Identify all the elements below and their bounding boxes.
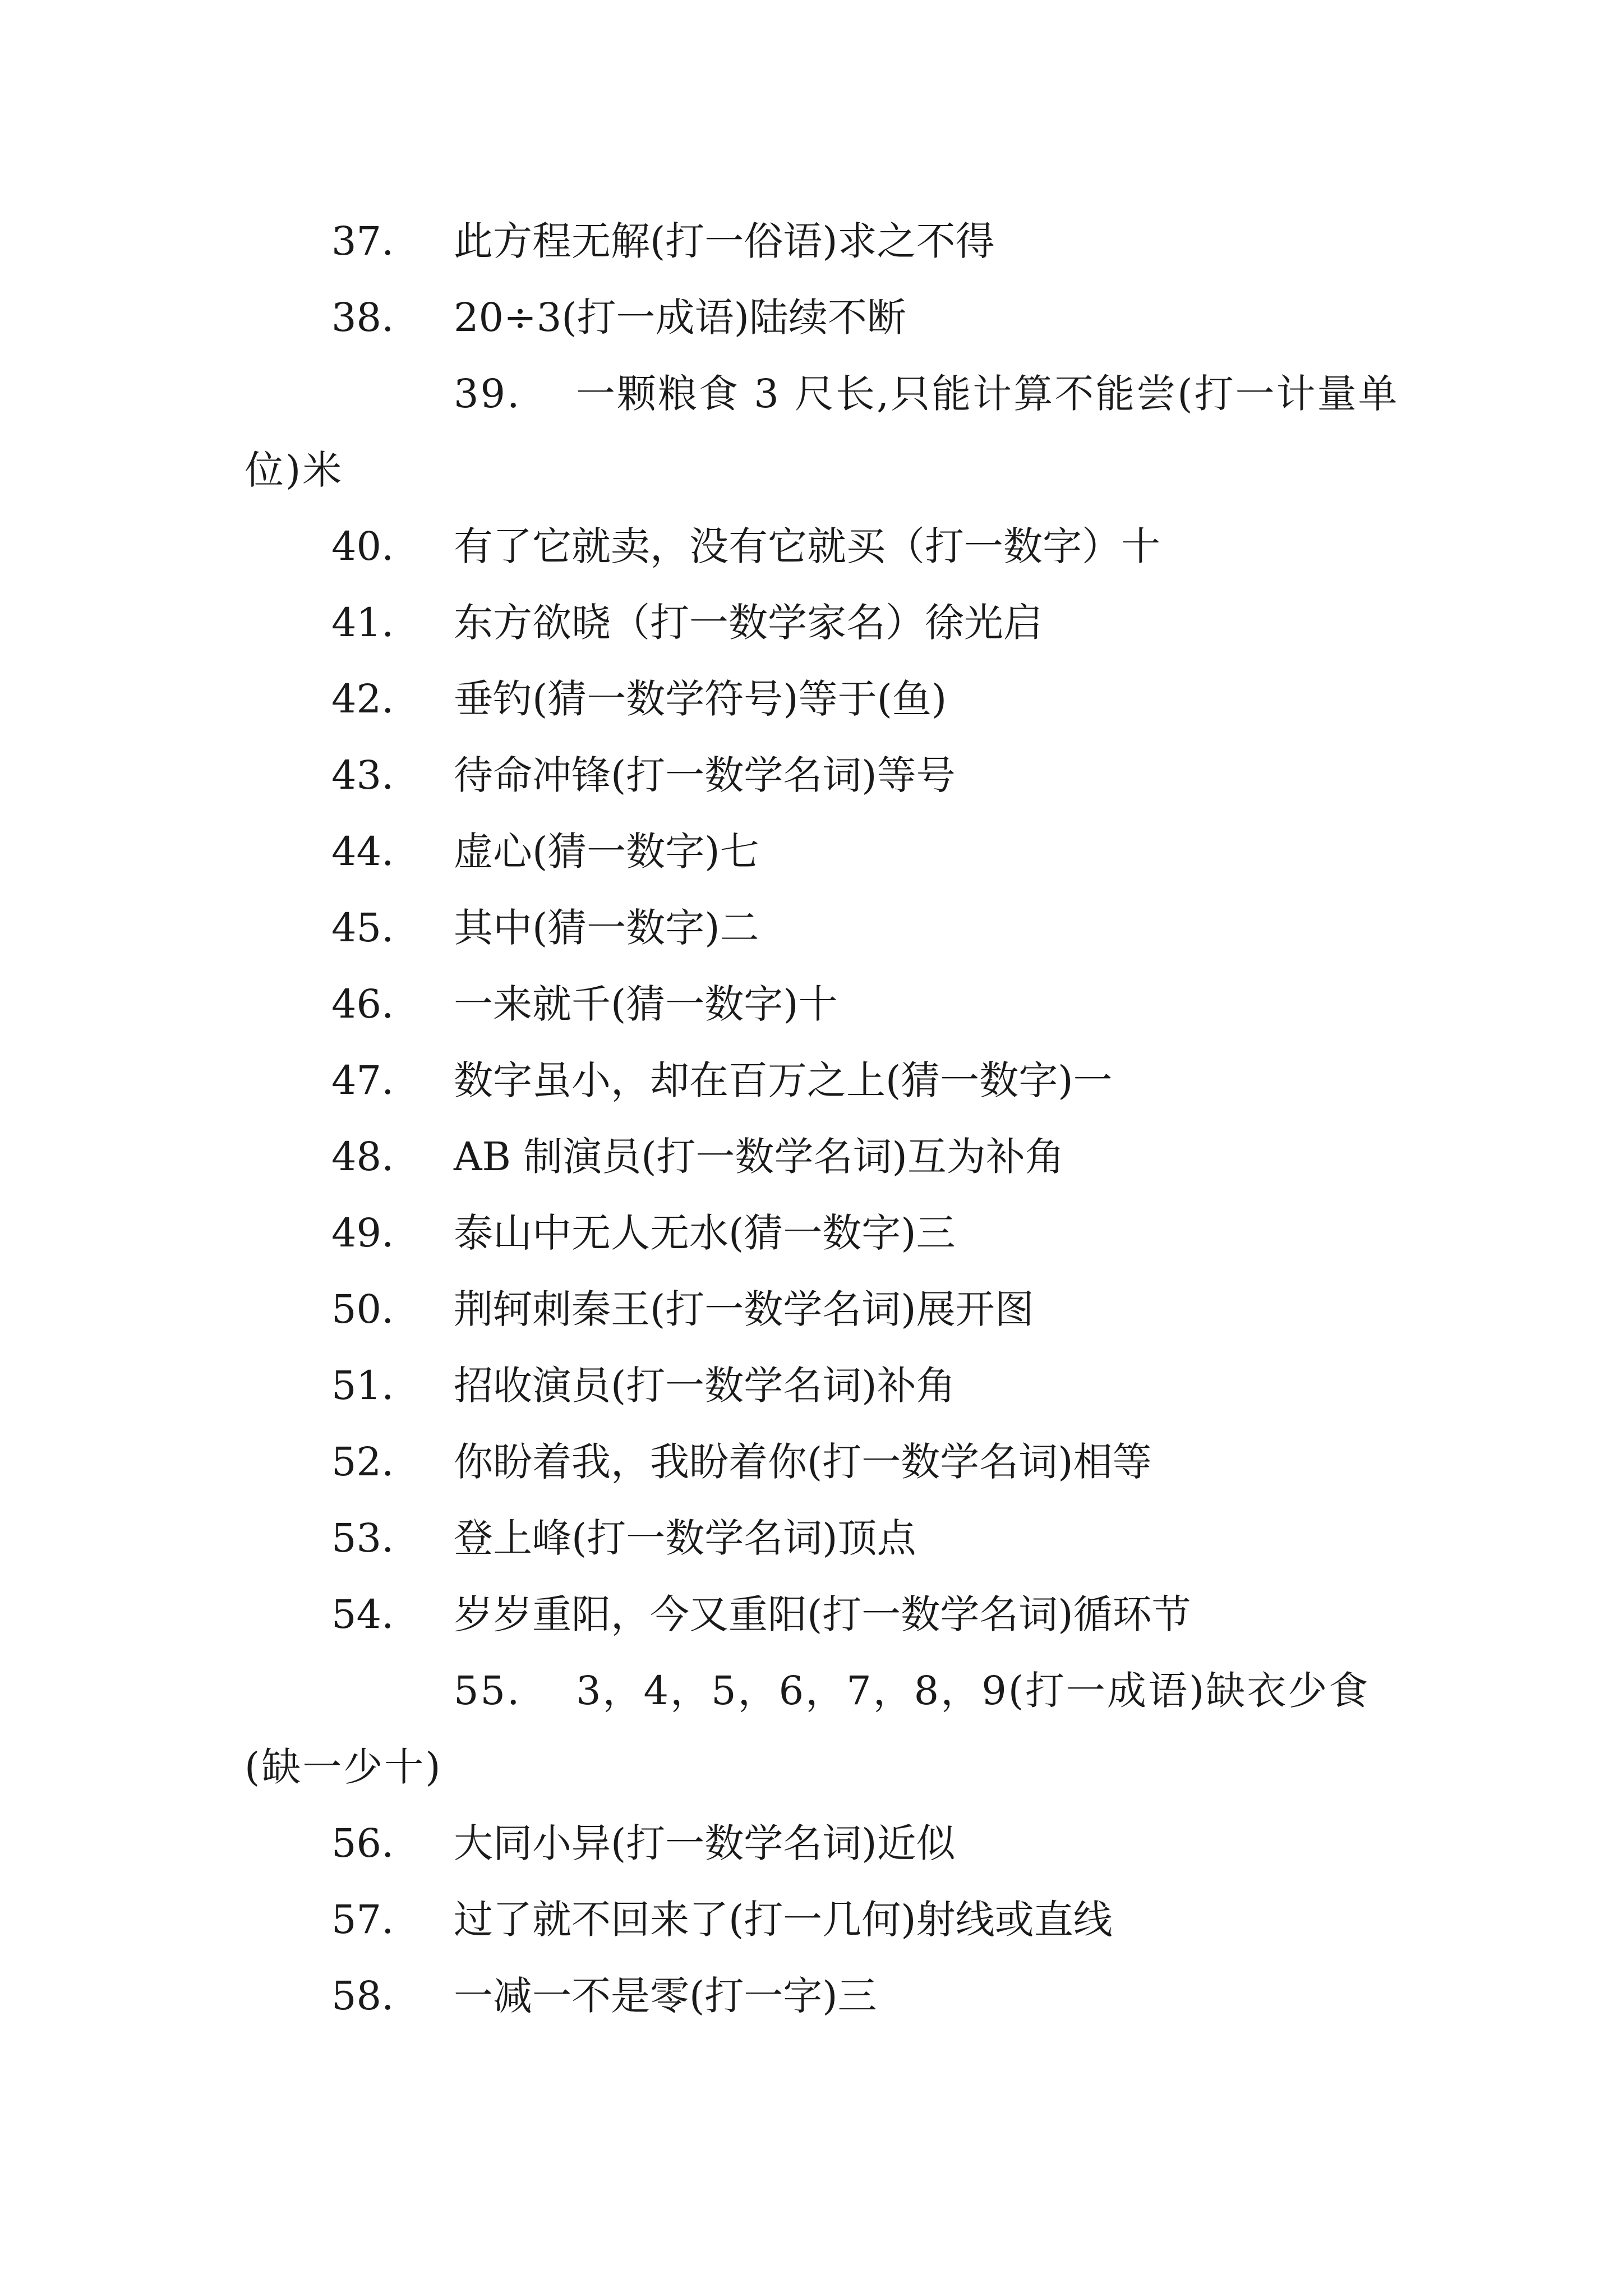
- riddle-number: 43.: [331, 752, 394, 798]
- riddle-item-48: [245, 1119, 1411, 1195]
- riddle-item-51: [245, 1347, 1411, 1424]
- riddle-item-45: [245, 890, 1411, 966]
- riddle-item-49: [245, 1195, 1411, 1271]
- riddle-item-56: [245, 1805, 1411, 1881]
- riddle-item-50: [245, 1271, 1411, 1347]
- riddle-text: 其中(猜一数字)二: [454, 905, 759, 951]
- riddle-number: 44.: [331, 829, 394, 875]
- riddle-number: 42.: [331, 676, 394, 722]
- riddle-item-39: [245, 356, 1411, 508]
- riddle-item-47: [245, 1042, 1411, 1119]
- riddle-list: [245, 203, 1411, 2034]
- riddle-text: 20÷3(打一成语)陆续不断: [454, 295, 906, 341]
- riddle-text: 登上峰(打一数学名词)顶点: [454, 1515, 916, 1561]
- riddle-item-52: [245, 1424, 1411, 1500]
- riddle-item-42: [245, 661, 1411, 737]
- riddle-item-37: [245, 203, 1411, 279]
- riddle-text: 荆轲刺秦王(打一数学名词)展开图: [454, 1286, 1034, 1332]
- riddle-text: AB 制演员(打一数学名词)互为补角: [454, 1134, 1064, 1180]
- riddle-item-54: [245, 1576, 1411, 1653]
- riddle-text: 你盼着我，我盼着你(打一数学名词)相等: [454, 1439, 1152, 1485]
- riddle-number: 37.: [331, 218, 394, 264]
- riddle-item-40: [245, 508, 1411, 585]
- riddle-item-46: [245, 966, 1411, 1042]
- riddle-item-44: [245, 813, 1411, 890]
- riddle-text: 岁岁重阳，今又重阳(打一数学名词)循环节: [454, 1591, 1191, 1637]
- riddle-number: 38.: [331, 295, 394, 341]
- riddle-number: 40.: [331, 523, 394, 569]
- riddle-item-53: [245, 1500, 1411, 1576]
- riddle-text: 一颗粮食 3 尺长,只能计算不能尝(打一计量单位)米: [245, 371, 1399, 493]
- riddle-text: 数字虽小，却在百万之上(猜一数字)一: [454, 1057, 1113, 1103]
- riddle-number: 56.: [331, 1820, 394, 1866]
- riddle-item-55: [245, 1653, 1411, 1805]
- riddle-item-38: [245, 279, 1411, 356]
- riddle-text: 大同小异(打一数学名词)近似: [454, 1820, 956, 1866]
- riddle-number: 45.: [331, 905, 394, 951]
- riddle-text: 此方程无解(打一俗语)求之不得: [454, 218, 995, 264]
- riddle-number: 51.: [331, 1363, 394, 1409]
- riddle-text: 泰山中无人无水(猜一数字)三: [454, 1210, 956, 1256]
- riddle-text: 3，4，5，6，7，8，9(打一成语)缺衣少食(缺一少十): [245, 1668, 1370, 1790]
- riddle-number: 52.: [331, 1439, 394, 1485]
- riddle-number: 58.: [331, 1973, 394, 2019]
- riddle-number: 49.: [331, 1210, 394, 1256]
- riddle-number: 54.: [331, 1591, 394, 1637]
- riddle-text: 东方欲晓（打一数学家名）徐光启: [454, 600, 1043, 646]
- riddle-text: 虚心(猜一数字)七: [454, 829, 759, 875]
- riddle-number: 39.: [454, 371, 522, 417]
- riddle-number: 46.: [331, 981, 394, 1027]
- riddle-item-58: [245, 1958, 1411, 2034]
- riddle-text: 过了就不回来了(打一几何)射线或直线: [454, 1897, 1113, 1943]
- riddle-number: 50.: [331, 1286, 394, 1332]
- riddle-text: 一来就千(猜一数字)十: [454, 981, 838, 1027]
- riddle-text: 招收演员(打一数学名词)补角: [454, 1363, 956, 1409]
- riddle-item-57: [245, 1881, 1411, 1958]
- riddle-text: 一减一不是零(打一字)三: [454, 1973, 877, 2019]
- riddle-number: 47.: [331, 1057, 394, 1103]
- riddle-number: 41.: [331, 600, 394, 646]
- riddle-number: 55.: [454, 1668, 522, 1714]
- riddle-number: 48.: [331, 1134, 394, 1180]
- riddle-text: 待命冲锋(打一数学名词)等号: [454, 752, 956, 798]
- riddle-item-43: [245, 737, 1411, 813]
- riddle-text: 垂钓(猜一数学符号)等于(鱼): [454, 676, 947, 722]
- riddle-number: 57.: [331, 1897, 394, 1943]
- riddle-text: 有了它就卖，没有它就买（打一数字）十: [454, 523, 1160, 569]
- riddle-number: 53.: [331, 1515, 394, 1561]
- riddle-item-41: [245, 585, 1411, 661]
